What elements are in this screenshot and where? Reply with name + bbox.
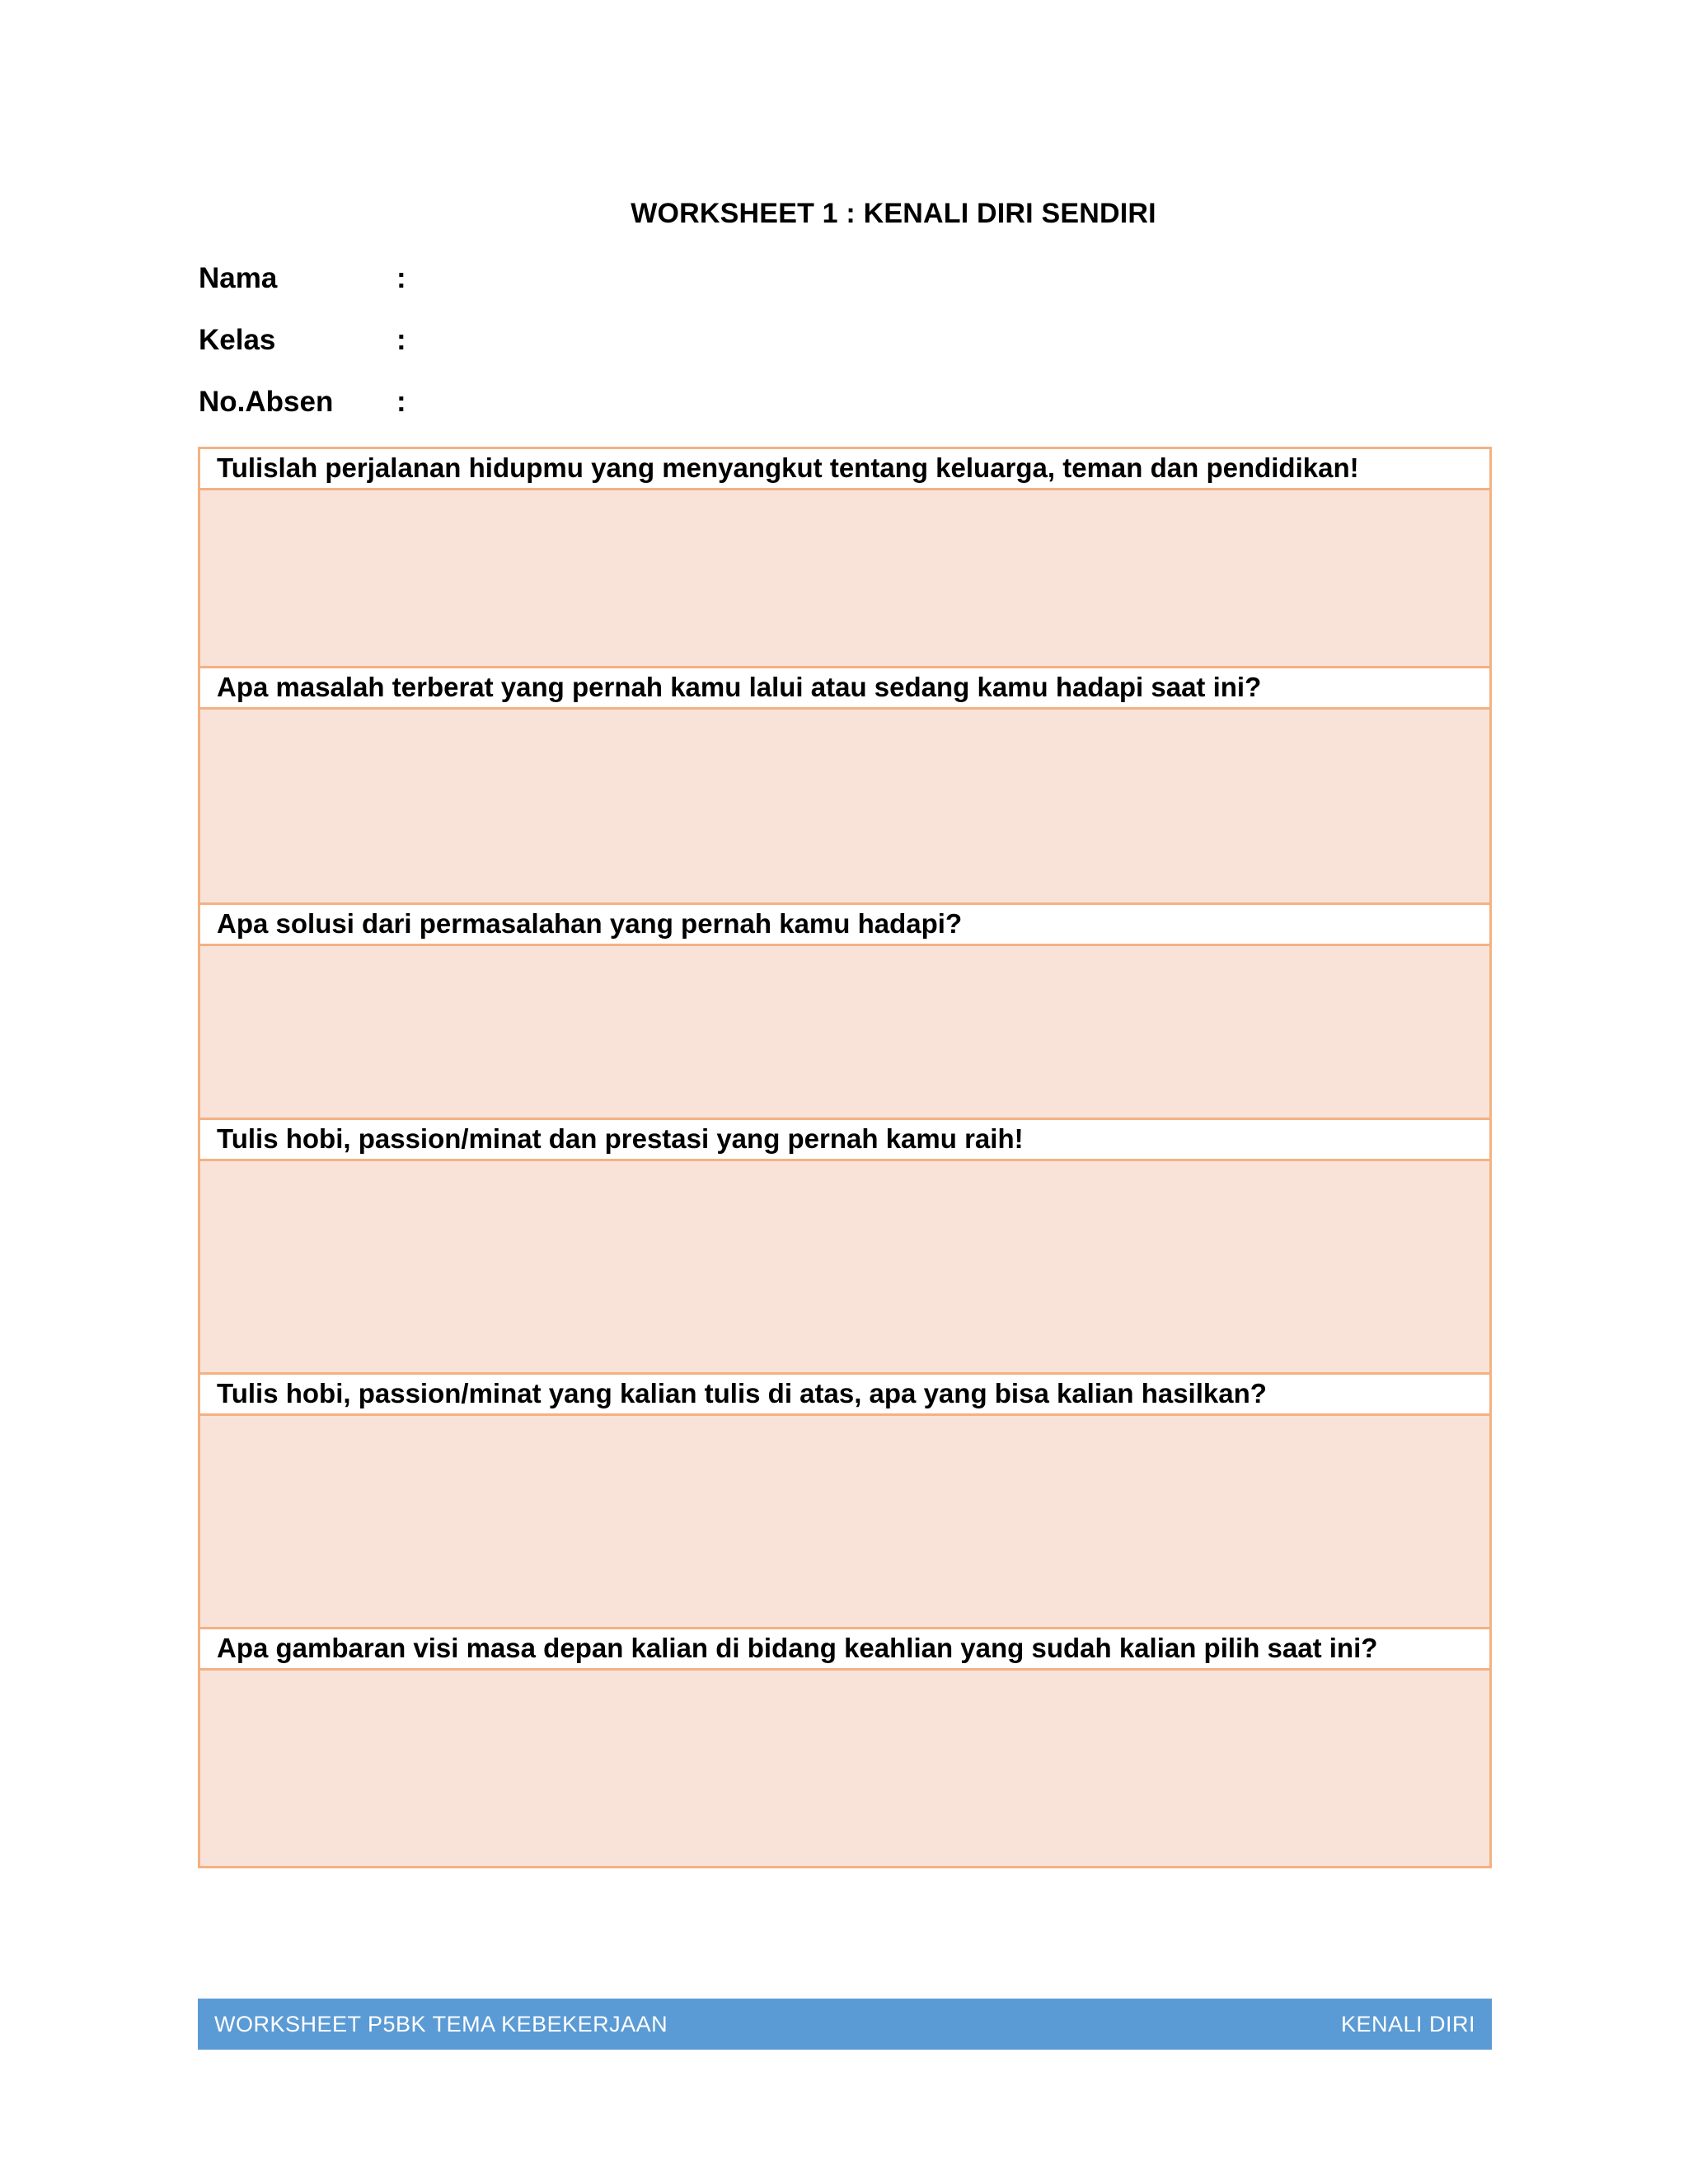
question-row: Apa solusi dari permasalahan yang pernah kamu hadapi?: [200, 905, 1489, 946]
field-label: No.Absen: [199, 386, 334, 418]
question-row: Tulis hobi, passion/minat yang kalian tulis di atas, apa yang bisa kalian hasilkan?: [200, 1375, 1489, 1416]
answer-box[interactable]: [200, 710, 1489, 905]
answer-box[interactable]: [200, 1161, 1489, 1375]
field-no-absen: [199, 384, 406, 420]
question-table: [198, 447, 1492, 1868]
answer-box[interactable]: [200, 1416, 1489, 1629]
footer-right-text: KENALI DIRI: [1340, 2012, 1475, 2036]
field-label: Nama: [199, 262, 278, 294]
footer-left-text: WORKSHEET P5BK TEMA KEBEKERJAAN: [214, 2012, 668, 2036]
footer-bar: [198, 1999, 1492, 2050]
field-colon: :: [396, 386, 406, 418]
answer-box[interactable]: [200, 1671, 1489, 1866]
question-row: Apa masalah terberat yang pernah kamu lalui atau sedang kamu hadapi saat ini?: [200, 668, 1489, 710]
field-label: Kelas: [199, 324, 276, 356]
field-kelas: [199, 322, 406, 359]
answer-box[interactable]: [200, 946, 1489, 1120]
field-colon: :: [396, 262, 406, 294]
page-title: WORKSHEET 1 : KENALI DIRI SENDIRI: [631, 198, 1156, 229]
question-row: Apa gambaran visi masa depan kalian di bidang keahlian yang sudah kalian pilih saat ini?: [200, 1629, 1489, 1671]
field-colon: :: [396, 324, 406, 356]
field-nama: [199, 260, 406, 297]
question-row: Tulislah perjalanan hidupmu yang menyangkut tentang keluarga, teman dan pendidikan!: [200, 449, 1489, 490]
question-row: Tulis hobi, passion/minat dan prestasi yang pernah kamu raih!: [200, 1120, 1489, 1161]
answer-box[interactable]: [200, 490, 1489, 668]
